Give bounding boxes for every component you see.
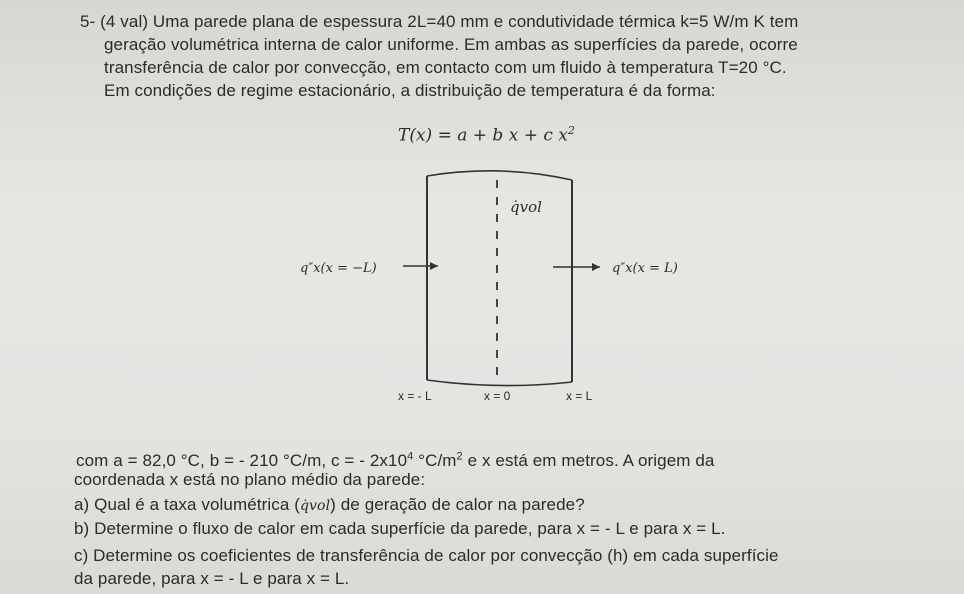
qvol-label: q̇vol bbox=[510, 198, 542, 216]
problem-number: 5- bbox=[80, 12, 96, 31]
problem-intro-2: geração volumétrica interna de calor uniforme. Em ambas as superfícies da parede, ocorre bbox=[104, 35, 798, 54]
problem-intro-4: Em condições de regime estacionário, a distribuição de temperatura é da forma: bbox=[104, 81, 716, 100]
x-center-label: x = 0 bbox=[484, 389, 511, 403]
question-a-symbol: q̇vol bbox=[299, 498, 331, 514]
question-a-pre: a) Qual é a taxa volumétrica ( bbox=[74, 495, 300, 514]
right-flux-arrowhead bbox=[592, 263, 600, 271]
problem-intro-1: Uma parede plana de espessura 2L=40 mm e condutividade térmica k=5 W/m K tem bbox=[152, 12, 799, 31]
coefficients-line-1 bbox=[76, 451, 714, 471]
wall-diagram bbox=[0, 160, 964, 580]
right-flux-label: q″x(x = L) bbox=[612, 261, 678, 276]
coefficients-text-a: com a = 82,0 °C, b = - 210 °C/m, c = - 2x10 bbox=[76, 451, 408, 470]
question-c-2: da parede, para x = - L e para x = L. bbox=[74, 569, 350, 588]
unit-exponent: 2 bbox=[456, 450, 463, 463]
left-flux-label: q″x(x = −L) bbox=[300, 261, 377, 276]
equation-body: T(x) = a + b x + c x bbox=[398, 125, 568, 146]
coefficients-text-b: °C/m bbox=[413, 451, 457, 470]
wall-top-edge bbox=[427, 171, 572, 180]
left-flux-arrowhead bbox=[430, 262, 438, 270]
problem-points: (4 val) bbox=[100, 12, 149, 31]
coefficients-line-2: coordenada x está no plano médio da parede: bbox=[74, 470, 426, 489]
problem-intro-3: transferência de calor por convecção, em contacto com um fluido à temperatura T=20 °C. bbox=[104, 58, 787, 77]
c-exponent: 4 bbox=[407, 450, 414, 463]
problem-line-1 bbox=[80, 12, 798, 32]
wall-bottom-edge bbox=[427, 380, 572, 386]
x-right-label: x = L bbox=[566, 389, 593, 403]
coefficients-text-c: e x está em metros. A origem da bbox=[462, 451, 715, 470]
question-a-post: ) de geração de calor na parede? bbox=[330, 495, 585, 514]
equation-exponent: 2 bbox=[567, 124, 575, 137]
temperature-equation bbox=[398, 124, 575, 146]
question-b: b) Determine o fluxo de calor em cada superfície da parede, para x = - L e para x = L. bbox=[74, 519, 726, 538]
question-a bbox=[74, 495, 585, 516]
question-c-1: c) Determine os coeficientes de transferência de calor por convecção (h) em cada superfície bbox=[74, 546, 779, 565]
x-left-label: x = - L bbox=[398, 389, 432, 403]
